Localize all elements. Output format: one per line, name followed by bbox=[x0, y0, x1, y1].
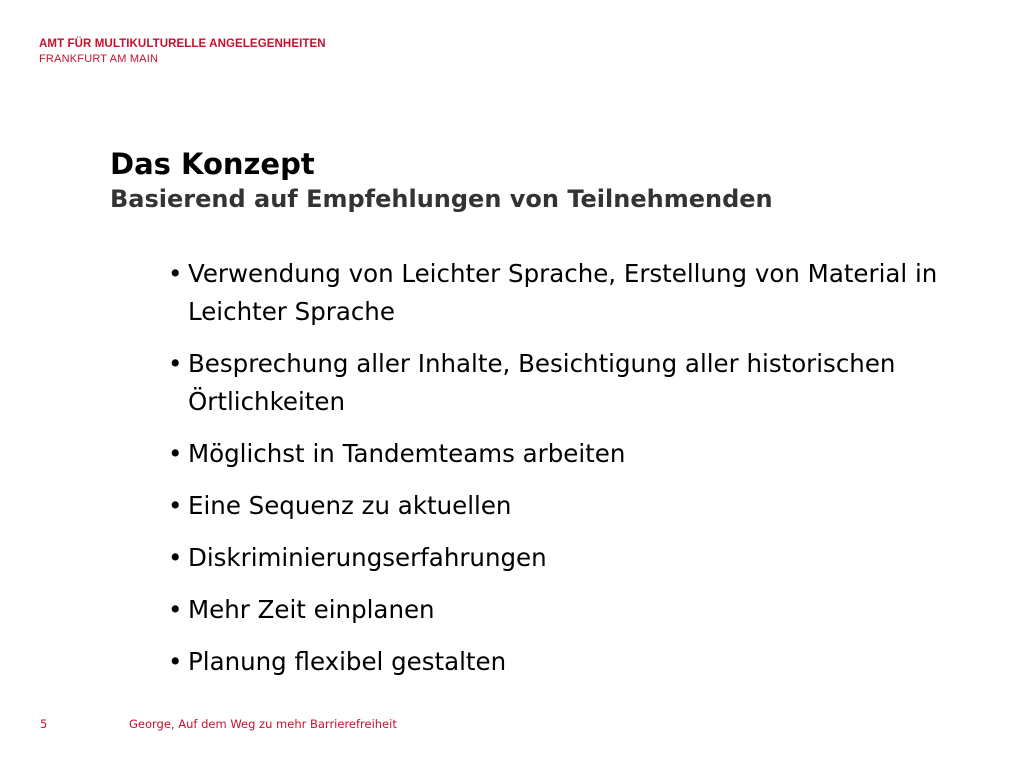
organization-name: AMT FÜR MULTIKULTURELLE ANGELEGENHEITEN bbox=[39, 38, 326, 50]
bullet-text: Möglichst in Tandemteams arbeiten bbox=[188, 439, 626, 468]
title-block bbox=[110, 145, 773, 215]
bullet-dot-icon: • bbox=[168, 349, 183, 378]
bullet-text: Verwendung von Leichter Sprache, Erstellung von Material in Leichter Sprache bbox=[188, 259, 938, 326]
bullet-text: Mehr Zeit einplanen bbox=[188, 595, 435, 624]
bullet-text: Diskriminierungserfahrungen bbox=[188, 543, 547, 572]
bullet-item bbox=[158, 345, 948, 421]
bullet-dot-icon: • bbox=[168, 595, 183, 624]
bullet-text: Besprechung aller Inhalte, Besichtigung aller historischen Örtlichkeiten bbox=[188, 349, 896, 416]
bullet-dot-icon: • bbox=[168, 647, 183, 676]
bullet-item bbox=[158, 487, 948, 525]
bullet-dot-icon: • bbox=[168, 491, 183, 520]
bullet-item bbox=[158, 591, 948, 629]
organization-city: FRANKFURT AM MAIN bbox=[39, 53, 159, 65]
bullet-text: Planung flexibel gestalten bbox=[188, 647, 507, 676]
bullet-list bbox=[158, 255, 948, 695]
slide-title: Das Konzept bbox=[110, 147, 315, 181]
slide-footer bbox=[0, 716, 1024, 732]
bullet-item bbox=[158, 255, 948, 331]
bullet-item bbox=[158, 539, 948, 577]
slide-subtitle: Basierend auf Empfehlungen von Teilnehmenden bbox=[110, 185, 773, 213]
page-number: 5 bbox=[40, 717, 48, 731]
bullet-dot-icon: • bbox=[168, 259, 183, 288]
organization-header bbox=[39, 37, 326, 67]
bullet-text: Eine Sequenz zu aktuellen bbox=[188, 491, 512, 520]
footer-text: George, Auf dem Weg zu mehr Barrierefreiheit bbox=[129, 717, 397, 731]
bullet-dot-icon: • bbox=[168, 543, 183, 572]
bullet-item bbox=[158, 643, 948, 681]
bullet-dot-icon: • bbox=[168, 439, 183, 468]
bullet-item bbox=[158, 435, 948, 473]
